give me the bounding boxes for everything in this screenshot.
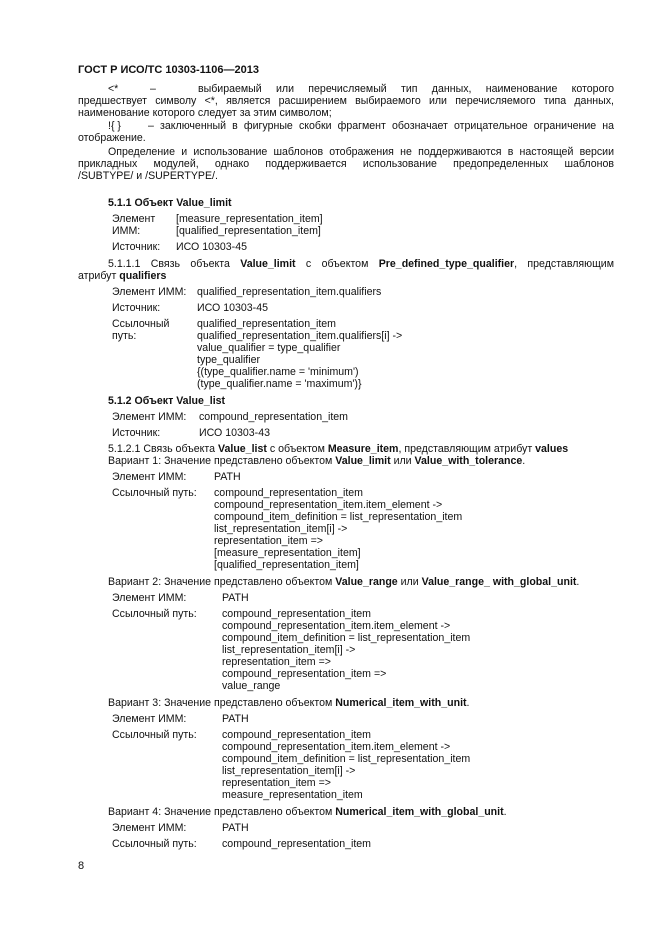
element-label: Элемент ИММ: — [112, 822, 187, 834]
variant-3-ref-line: compound_representation_item.item_element -> — [222, 741, 451, 753]
source-value: ИСО 10303-45 — [176, 241, 247, 253]
symbol-negation: !{ } — [108, 120, 121, 132]
variant-1-ref-line: [measure_representation_item] — [214, 547, 361, 559]
element-value-1: [measure_representation_item] — [176, 213, 323, 225]
obj-value-list: Value_list — [218, 443, 267, 455]
s5111-ref-label-2: путь: — [112, 330, 137, 342]
element-value: PATH — [222, 592, 249, 604]
element-label: Элемент ИММ: — [112, 471, 187, 483]
variant-4-ref-label: Ссылочный путь: — [112, 838, 197, 850]
s5121-assoc-line: 5.1.2.1 Связь объекта Value_list с объектом Measure_item, представляющим атрибут values — [108, 443, 569, 455]
section-heading-5-1-2: 5.1.2 Объект Value_list — [108, 395, 226, 407]
source-value: ИСО 10303-45 — [197, 302, 268, 314]
attr-values: values — [535, 443, 569, 455]
variant-1-ref-label: Ссылочный путь: — [112, 487, 197, 499]
variant-2-ref-line: compound_representation_item => — [222, 668, 387, 680]
variant-3-ref-line: measure_representation_item — [222, 789, 363, 801]
element-label: Элемент ИММ: — [112, 592, 187, 604]
variant-3-ref-line: compound_representation_item — [222, 729, 371, 741]
s5111-ref-line: qualified_representation_item.qualifiers[i] -> — [197, 330, 403, 342]
s5111-assoc-line1: 5.1.1.1 Связь объекта Value_limit с объектом Pre_defined_type_qualifier, представляющим — [108, 258, 614, 270]
source-label: Источник: — [112, 241, 161, 253]
intro-p1-dash: – — [150, 83, 156, 95]
s5111-ref-line: {(type_qualifier.name = 'minimum') — [197, 366, 359, 378]
section-heading-5-1-1: 5.1.1 Объект Value_limit — [108, 197, 232, 209]
s5111-ref-line: (type_qualifier.name = 'maximum')} — [197, 378, 362, 390]
element-value: PATH — [222, 822, 249, 834]
intro-p2-line2: отображение. — [78, 132, 146, 144]
symbol-extension: <* — [108, 83, 119, 95]
variant-3-ref-label: Ссылочный путь: — [112, 729, 197, 741]
variant-4-ref-line: compound_representation_item — [222, 838, 371, 850]
imm-label: ИММ: — [112, 225, 141, 237]
page-number: 8 — [78, 860, 85, 872]
variant-2-title: Вариант 2: Значение представлено объектом Value_range или Value_range_ with_global_unit. — [108, 576, 580, 588]
obj-measure-item: Measure_item — [327, 443, 399, 455]
intro-p3-line2: прикладных модулей, однако поддерживается использование предопределенных шаблонов — [78, 158, 614, 170]
element-value: qualified_representation_item.qualifiers — [197, 286, 382, 298]
s5111-assoc-line2: атрибут qualifiers — [78, 270, 167, 282]
obj-pre-defined-type-qualifier: Pre_defined_type_qualifier — [378, 258, 515, 270]
variant-1-title: Вариант 1: Значение представлено объектом Value_limit или Value_with_tolerance. — [108, 455, 526, 467]
s5111-ref-line: value_qualifier = type_qualifier — [197, 342, 341, 354]
obj-value-limit: Value_limit — [240, 258, 296, 270]
variant-3-title: Вариант 3: Значение представлено объектом Numerical_item_with_unit. — [108, 697, 470, 709]
intro-p3-line3: /SUBTYPE/ и /SUPERTYPE/. — [78, 170, 218, 182]
variant-1-ref-line: [qualified_representation_item] — [214, 559, 359, 571]
variant-2-ref-line: compound_representation_item.item_element -> — [222, 620, 451, 632]
variant-3-ref-line: representation_item => — [222, 777, 331, 789]
intro-p1-line1-text: выбираемый или перечисляемый тип данных, наименование которого — [198, 83, 614, 95]
element-label: Элемент ИММ: — [112, 286, 187, 298]
intro-p3-line1: Определение и использование шаблонов отображения не поддерживаются в настоящей версии — [108, 146, 614, 158]
attr-qualifiers: qualifiers — [119, 270, 167, 282]
source-label: Источник: — [112, 427, 161, 439]
s5111-ref-line: qualified_representation_item — [197, 318, 336, 330]
s5111-ref-label-1: Ссылочный — [112, 318, 170, 330]
element-value: compound_representation_item — [199, 411, 348, 423]
variant-3-ref-line: list_representation_item[i] -> — [222, 765, 356, 777]
variant-2-ref-line: representation_item => — [222, 656, 331, 668]
variant-2-ref-label: Ссылочный путь: — [112, 608, 197, 620]
variant-1-ref-line: list_representation_item[i] -> — [214, 523, 348, 535]
s5111-ref-line: type_qualifier — [197, 354, 261, 366]
intro-p1-line1 — [108, 83, 118, 95]
variant-2-ref-line: compound_item_definition = list_representation_item — [222, 632, 471, 644]
document-header: ГОСТ Р ИСО/ТС 10303-1106—2013 — [78, 64, 259, 76]
variant-4-title: Вариант 4: Значение представлено объектом Numerical_item_with_global_unit. — [108, 806, 507, 818]
element-label: Элемент — [112, 213, 156, 225]
source-label: Источник: — [112, 302, 161, 314]
variant-1-ref-line: compound_item_definition = list_representation_item — [214, 511, 463, 523]
variant-1-ref-line: compound_representation_item.item_element -> — [214, 499, 443, 511]
intro-p1-line2: предшествует символу <*, является расширением выбираемого или перечисляемого типа данных, — [78, 95, 614, 107]
element-label: Элемент ИММ: — [112, 713, 187, 725]
source-value: ИСО 10303-43 — [199, 427, 270, 439]
intro-p1-line3: наименование которого следует за этим символом; — [78, 107, 332, 119]
element-value: PATH — [214, 471, 241, 483]
element-label: Элемент ИММ: — [112, 411, 187, 423]
variant-1-ref-line: compound_representation_item — [214, 487, 363, 499]
element-value: PATH — [222, 713, 249, 725]
variant-2-ref-line: value_range — [222, 680, 281, 692]
variant-3-ref-line: compound_item_definition = list_representation_item — [222, 753, 471, 765]
variant-1-ref-line: representation_item => — [214, 535, 323, 547]
element-value-2: [qualified_representation_item] — [176, 225, 321, 237]
variant-2-ref-line: list_representation_item[i] -> — [222, 644, 356, 656]
variant-2-ref-line: compound_representation_item — [222, 608, 371, 620]
intro-p2-line1: – заключенный в фигурные скобки фрагмент обозначает отрицательное ограничение на — [148, 120, 614, 132]
